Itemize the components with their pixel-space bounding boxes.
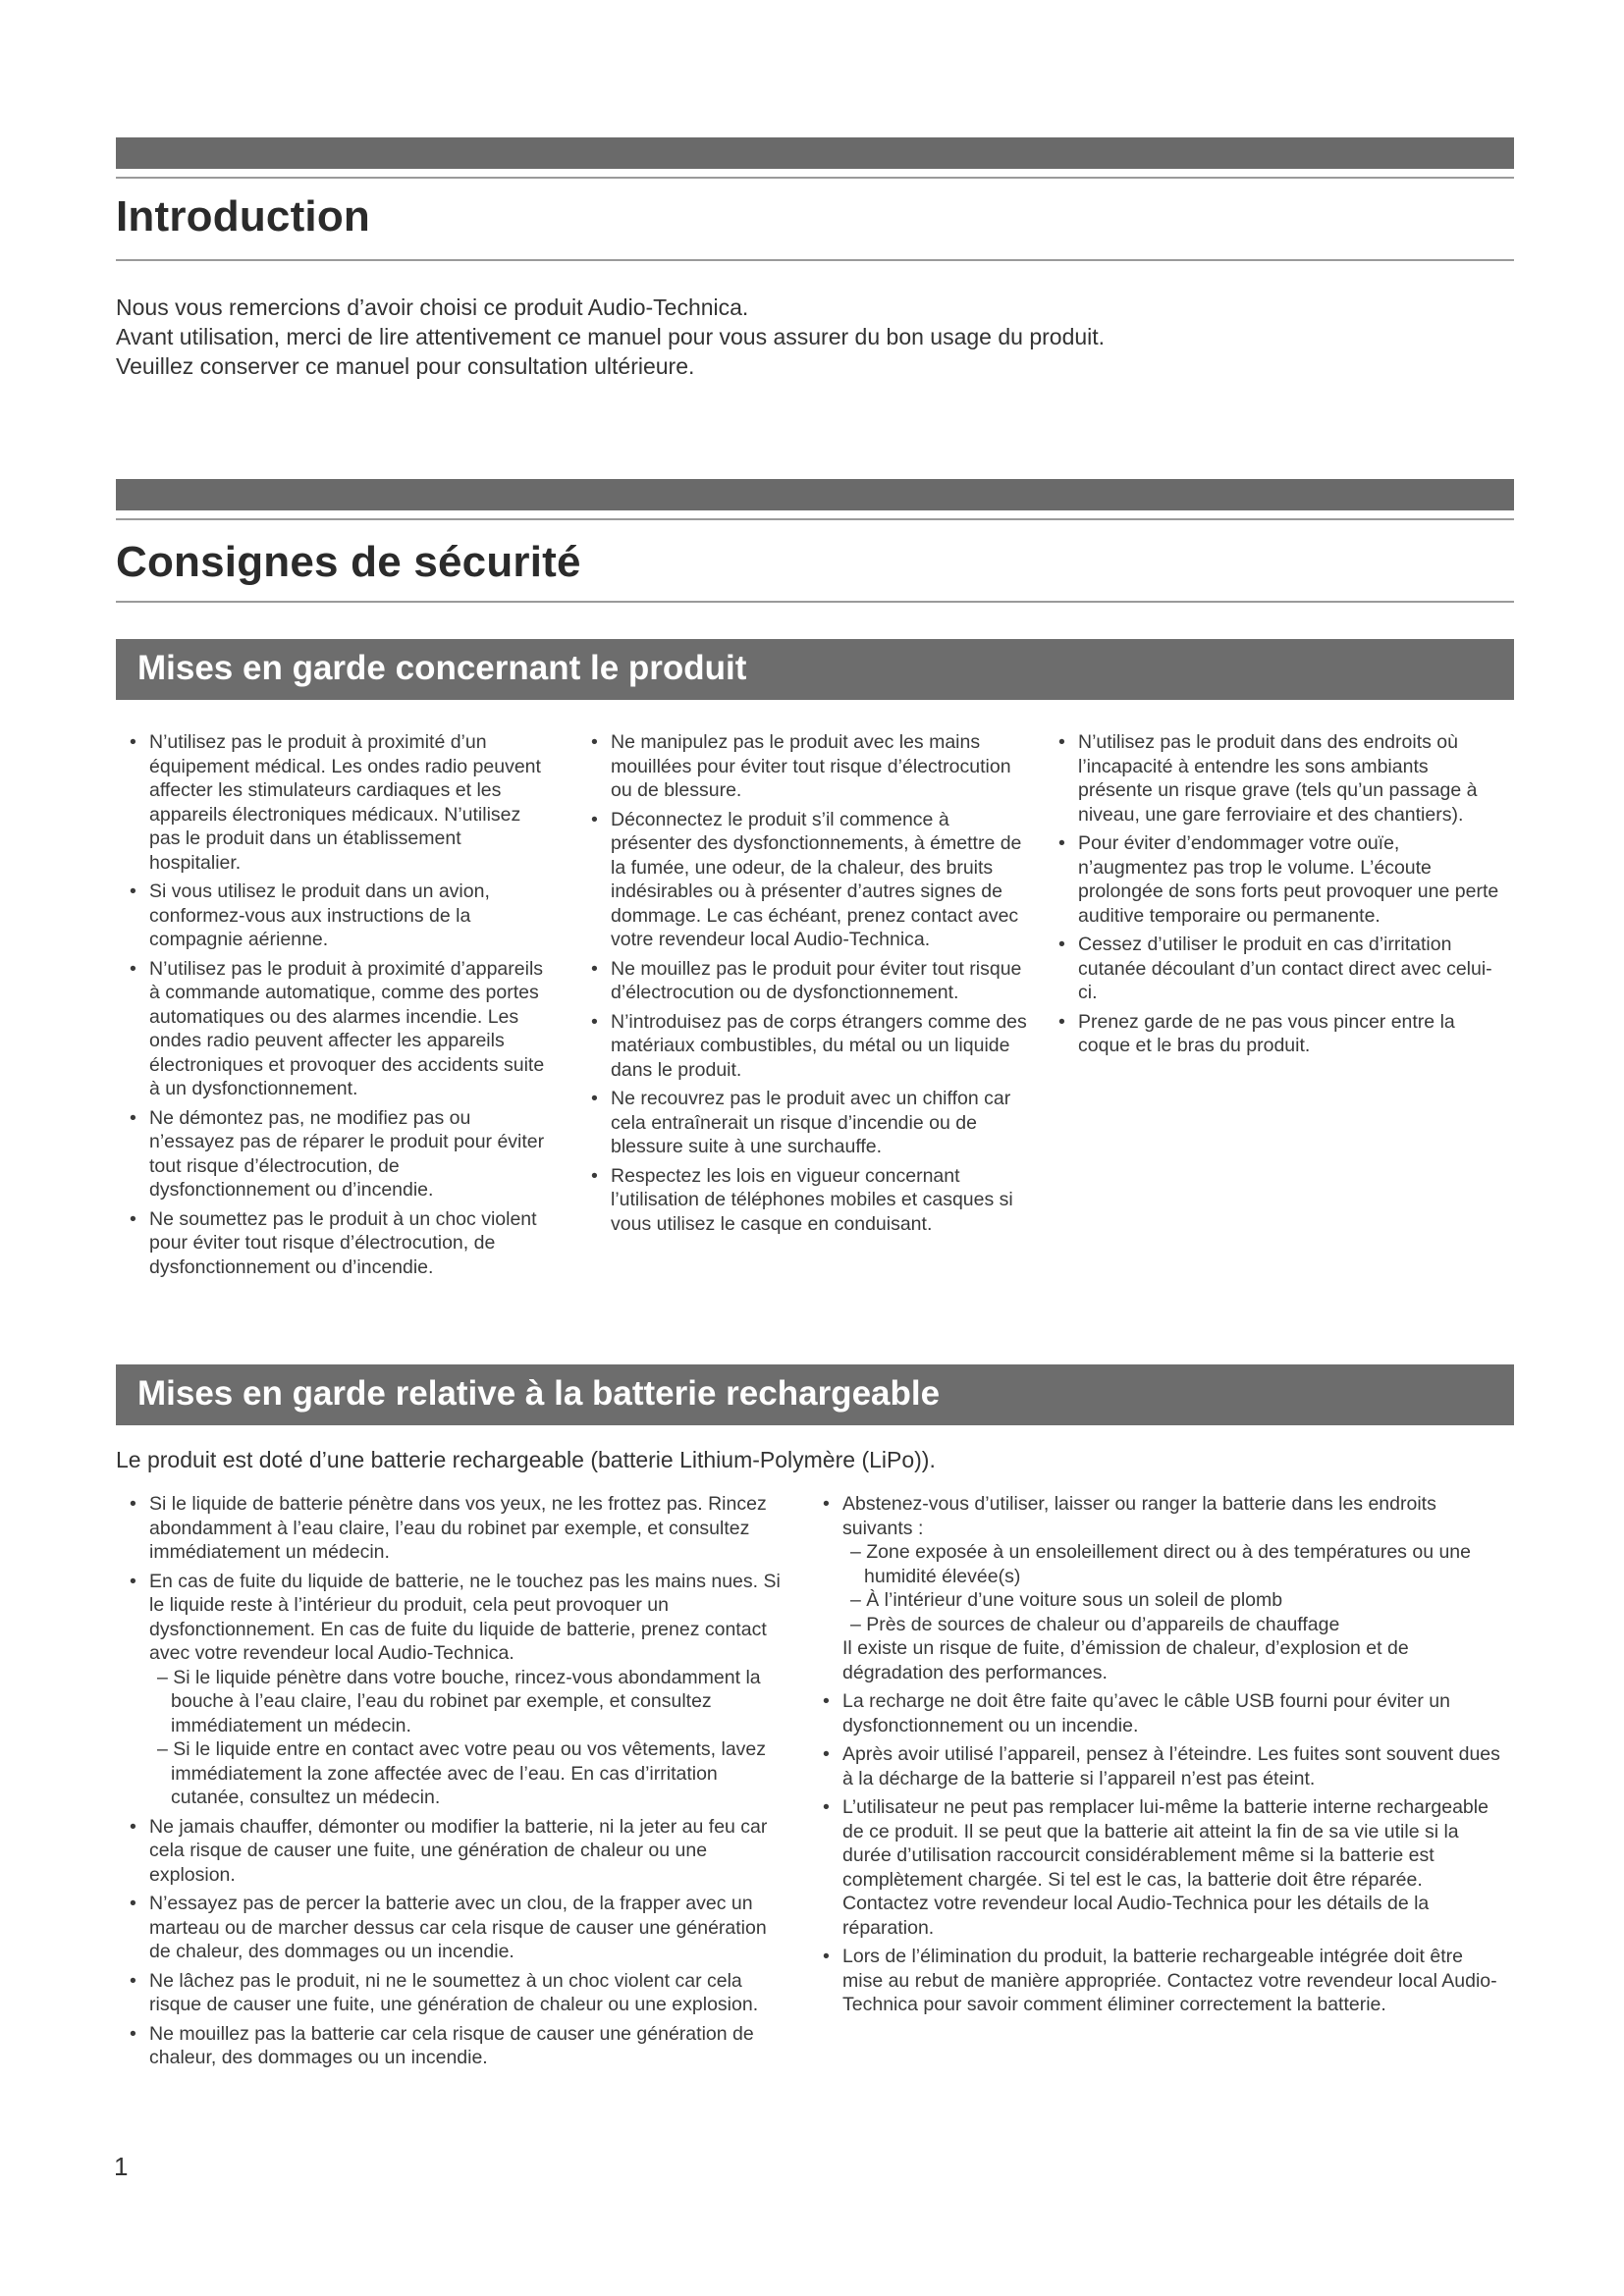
list-item-text: • Cessez d’utiliser le produit en cas d’irritation cutanée découlant d’un contact direct avec celui-ci. [1078,934,1492,1003]
list-item-text: • Lors de l’élimination du produit, la batterie rechargeable intégrée doit être mise au rebut de manière appropriée. Contactez votre revendeur local Audio-Technica pour savoir comment éliminer correctement la batterie. [842,1946,1497,2015]
list-item [815,1742,1502,1790]
list-item [583,957,1035,1005]
product-warnings-column-3 [1051,730,1504,1063]
product-warnings-heading: Mises en garde concernant le produit [137,649,747,687]
intro-line: Nous vous remercions d’avoir choisi ce produit Audio-Technica. [116,294,749,320]
list-item [815,1795,1502,1940]
list-item [815,1945,1502,2017]
list-item-text: • Ne jamais chauffer, démonter ou modifier la batterie, ni la jeter au feu car cela risque de causer une fuite, une génération de chaleur ou une explosion. [149,1815,768,1886]
list-item-text: • Si vous utilisez le produit dans un avion, conformez-vous aux instructions de la compagnie aérienne. [149,881,490,950]
product-warnings-heading-band [116,639,1514,700]
list-item-text: • Si le liquide de batterie pénètre dans vos yeux, ne les frottez pas. Rincez abondamment à l’eau claire, l’eau du robinet par exemple, et consultez immédiatement un médecin. [149,1493,767,1563]
sub-item-text: – À l’intérieur d’une voiture sous un soleil de plomb [850,1589,1283,1611]
divider [116,601,1514,603]
list-item [122,1892,789,1964]
list-item-text: • Après avoir utilisé l’appareil, pensez à l’éteindre. Les fuites sont souvent dues à la décharge de la batterie si l’appareil n’est pas éteint. [842,1743,1500,1789]
list-item [122,957,554,1101]
battery-intro: Le produit est doté d’une batterie rechargeable (batterie Lithium-Polymère (LiPo)). [116,1447,936,1472]
intro-line: Avant utilisation, merci de lire attentivement ce manuel pour vous assurer du bon usage du produit. [116,324,1106,349]
battery-warnings-heading-band [116,1364,1514,1425]
list-item-text: • N’utilisez pas le produit à proximité d’appareils à commande automatique, comme des portes automatiques ou des alarmes incendie. Les ondes radio peuvent affecter les appareils électroniques et provoquer des accidents suite à un dysfonctionnement. [149,957,545,1099]
sub-item-text: – Zone exposée à un ensoleillement direct ou à des températures ou une humidité élevée(s) [850,1541,1471,1587]
list-item [583,1087,1035,1159]
list-item-text: • Ne soumettez pas le produit à un choc violent pour éviter tout risque d’électrocution, de dysfonctionnement ou d’incendie. [149,1207,537,1278]
list-item-text: • L’utilisateur ne peut pas remplacer lui-même la batterie interne rechargeable de ce produit. Il se peut que la batterie ait atteint la fin de sa vie utile si la durée d’utilisation raccourcit considérablement même si la batterie est complètement chargée. Si tel est le cas, la batterie doit être réparée. Contactez votre revendeur local Audio-Technica pour les détails de la réparation. [842,1796,1489,1939]
list-item-text: • En cas de fuite du liquide de batterie, ne le touchez pas les mains nues. Si le liquide reste à l’intérieur du produit, cela peut provoquer un dysfonctionnement. En cas de fuite du liquide de batterie, prenez contact avec votre revendeur local Audio-Technica. [149,1570,781,1664]
list-item [1051,1010,1504,1058]
sub-item-text: – Près de sources de chaleur ou d’appareils de chauffage [850,1613,1340,1635]
list-item-text: • N’essayez pas de percer la batterie avec un clou, de la frapper avec un marteau ou de marcher dessus car cela risque de causer une génération de chaleur, des dommages ou un incendie. [149,1893,767,1962]
list-item [122,1106,554,1202]
sub-item-text: – Si le liquide pénètre dans votre bouche, rincez-vous abondamment la bouche à l’eau claire, l’eau du robinet par exemple, et consultez immédiatement un médecin. [157,1666,761,1736]
list-item [122,1815,789,1888]
list-item [122,880,554,952]
product-warnings-column-2 [583,730,1035,1241]
intro-line: Veuillez conserver ce manuel pour consultation ultérieure. [116,353,695,379]
list-item-text: • Pour éviter d’endommager votre ouïe, n’augmentez pas trop le volume. L’écoute prolongée de sons forts peut provoquer une perte auditive temporaire ou permanente. [1078,832,1499,927]
list-item [583,808,1035,952]
section-top-bar [116,479,1514,510]
list-item [1051,933,1504,1005]
list-item [583,1164,1035,1237]
battery-warnings-heading: Mises en garde relative à la batterie rechargeable [137,1374,941,1413]
section-top-bar [116,137,1514,169]
list-item-text: • N’utilisez pas le produit à proximité d’un équipement médical. Les ondes radio peuvent affecter les stimulateurs cardiaques et les appareils électroniques médicaux. N’utilisez pas le produit dans un établissement hospitalier. [149,731,541,874]
sub-item-text: – Si le liquide entre en contact avec votre peau ou vos vêtements, lavez immédiatement la zone affectée avec de l’eau. En cas d’irritation cutanée, consultez un médecin. [157,1738,767,1808]
list-item-text: • Déconnectez le produit s’il commence à présenter des dysfonctionnements, à émettre de la fumée, une odeur, de la chaleur, des bruits indésirables ou à présenter d’autres signes de dommage. Le cas échéant, prenez contact avec votre revendeur local Audio-Technica. [611,808,1022,950]
introduction-text [116,293,1490,381]
list-item [122,730,554,875]
divider [116,177,1514,179]
list-item-text: • Ne recouvrez pas le produit avec un chiffon car cela entraînerait un risque d’incendie ou de blessure suite à une surchauffe. [611,1088,1011,1157]
divider [116,518,1514,520]
list-item-text: • N’utilisez pas le produit dans des endroits où l’incapacité à entendre les sons ambiants présente un risque grave (tels qu’un passage à niveau, une gare ferroviaire et des chantiers). [1078,731,1478,826]
list-item-text: • Ne mouillez pas le produit pour éviter tout risque d’électrocution ou de dysfonctionnement. [611,957,1022,1003]
battery-warnings-column-2 [815,1492,1502,2022]
list-item-text: • Abstenez-vous d’utiliser, laisser ou ranger la batterie dans les endroits suivants : [842,1493,1436,1539]
list-item [583,1010,1035,1083]
divider [116,259,1514,261]
battery-warnings-column-1 [122,1492,789,2075]
list-item-text: • Ne mouillez pas la batterie car cela risque de causer une génération de chaleur, des dommages ou un incendie. [149,2022,754,2068]
list-item-text: • Prenez garde de ne pas vous pincer entre la coque et le bras du produit. [1078,1010,1455,1056]
list-item [583,730,1035,803]
list-item [122,1570,789,1810]
list-item [122,1969,789,2017]
page-number: 1 [114,2152,129,2181]
safety-title: Consignes de sécurité [116,538,581,586]
list-item [122,2022,789,2070]
list-item [122,1492,789,1565]
list-item-text: • Respectez les lois en vigueur concernant l’utilisation de téléphones mobiles et casques si vous utilisez le casque en conduisant. [611,1164,1013,1235]
list-item [815,1689,1502,1737]
list-item [1051,730,1504,827]
list-item [1051,831,1504,928]
list-item-text: • Ne lâchez pas le produit, ni ne le soumettez à un choc violent car cela risque de causer une fuite, une génération de chaleur ou une explosion. [149,1969,759,2015]
list-item-text: • Ne démontez pas, ne modifiez pas ou n’essayez pas de réparer le produit pour éviter tout risque d’électrocution, de dysfonctionnement ou d’incendie. [149,1106,545,1201]
product-warnings-column-1 [122,730,554,1284]
list-item-continuation: Il existe un risque de fuite, d’émission de chaleur, d’explosion et de dégradation des performances. [842,1637,1409,1683]
introduction-title: Introduction [116,192,371,240]
list-item [122,1207,554,1280]
list-item [815,1492,1502,1684]
list-item-text: • Ne manipulez pas le produit avec les mains mouillées pour éviter tout risque d’électrocution ou de blessure. [611,731,1011,801]
list-item-text: • N’introduisez pas de corps étrangers comme des matériaux combustibles, du métal ou un liquide dans le produit. [611,1010,1027,1081]
list-item-text: • La recharge ne doit être faite qu’avec le câble USB fourni pour éviter un dysfonctionnement ou un incendie. [842,1690,1450,1736]
